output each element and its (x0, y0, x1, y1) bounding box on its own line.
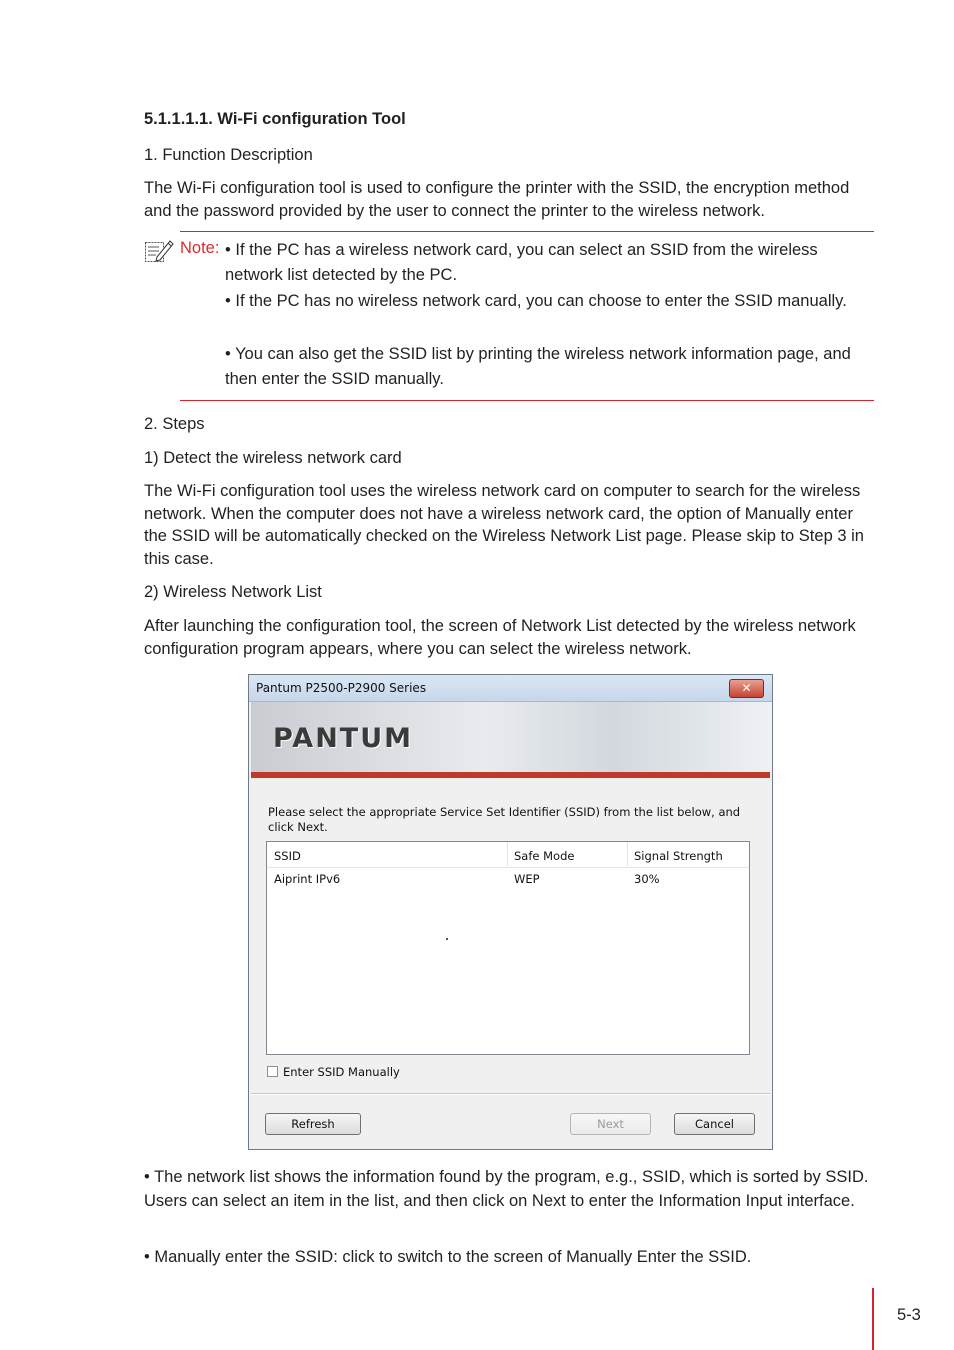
step2-heading: 2) Wireless Network List (144, 583, 322, 601)
banner-stripe (251, 772, 770, 778)
row-safe-mode: WEP (514, 872, 540, 886)
page-number: 5-3 (897, 1306, 921, 1324)
note-item-3: • You can also get the SSID list by printing the wireless network information page, and then enter the SSID manually. (225, 345, 851, 388)
stray-dot (446, 938, 448, 940)
step2-text: After launching the configuration tool, the screen of Network List detected by the wireless network configuration program appears, where you can select the wireless network. (144, 617, 856, 658)
page-number-rule (872, 1288, 874, 1350)
step1-heading: 1) Detect the wireless network card (144, 449, 402, 467)
note-item-2: • If the PC has no wireless network card, you can choose to enter the SSID manually. (225, 292, 847, 310)
section-heading: 5.1.1.1.1. Wi-Fi configuration Tool (144, 110, 406, 128)
pantum-logo: PANTUM (273, 723, 414, 754)
step1-text: The Wi-Fi configuration tool uses the wireless network card on computer to search for the wireless network. When the computer does not have a wireless network card, the option of Manually enter the SSID will be automatically checked on the Wireless Network List page. Please skip to Step 3 in this case. (144, 482, 864, 568)
column-signal-strength[interactable]: Signal Strength (634, 849, 723, 863)
column-ssid[interactable]: SSID (274, 849, 301, 863)
row-ssid: Aiprint IPv6 (274, 872, 341, 886)
steps-heading: 2. Steps (144, 415, 205, 433)
bullet-manual-ssid: • Manually enter the SSID: click to switch to the screen of Manually Enter the SSID. (144, 1248, 752, 1266)
note-label: Note: (180, 239, 220, 257)
next-button[interactable]: Next (570, 1113, 651, 1135)
checkbox-label[interactable]: Enter SSID Manually (283, 1065, 400, 1079)
column-separator (507, 842, 508, 866)
note-bottom-rule (180, 400, 874, 401)
dialog-titlebar (249, 675, 772, 702)
cancel-button[interactable]: Cancel (674, 1113, 755, 1135)
network-list-header (267, 842, 749, 868)
function-heading: 1. Function Description (144, 146, 313, 164)
dialog-separator (251, 1093, 770, 1095)
note-item-1: • If the PC has a wireless network card, you can select an SSID from the wireless network list detected by the PC. (225, 241, 818, 284)
dialog-instruction: Please select the appropriate Service Set Identifier (SSID) from the list below, and click Next. (268, 805, 741, 834)
close-icon[interactable]: ✕ (729, 679, 764, 698)
network-list[interactable] (266, 841, 750, 1055)
table-row[interactable] (267, 872, 749, 890)
bullet-network-list: • The network list shows the information found by the program, e.g., SSID, which is sorted by SSID. Users can select an item in the list, and then click on Next to enter the Information Input interface. (144, 1168, 869, 1210)
column-safe-mode[interactable]: Safe Mode (514, 849, 575, 863)
note-pencil-icon (144, 238, 174, 264)
function-text: The Wi-Fi configuration tool is used to configure the printer with the SSID, the encryption method and the password provided by the user to connect the printer to the wireless network. (144, 179, 850, 220)
refresh-button[interactable]: Refresh (265, 1113, 361, 1135)
column-separator (627, 842, 628, 866)
wifi-config-dialog (248, 674, 773, 1150)
dialog-title: Pantum P2500-P2900 Series (256, 681, 427, 695)
checkbox-box[interactable] (267, 1066, 278, 1077)
row-signal-strength: 30% (634, 872, 660, 886)
note-top-rule (180, 231, 874, 232)
